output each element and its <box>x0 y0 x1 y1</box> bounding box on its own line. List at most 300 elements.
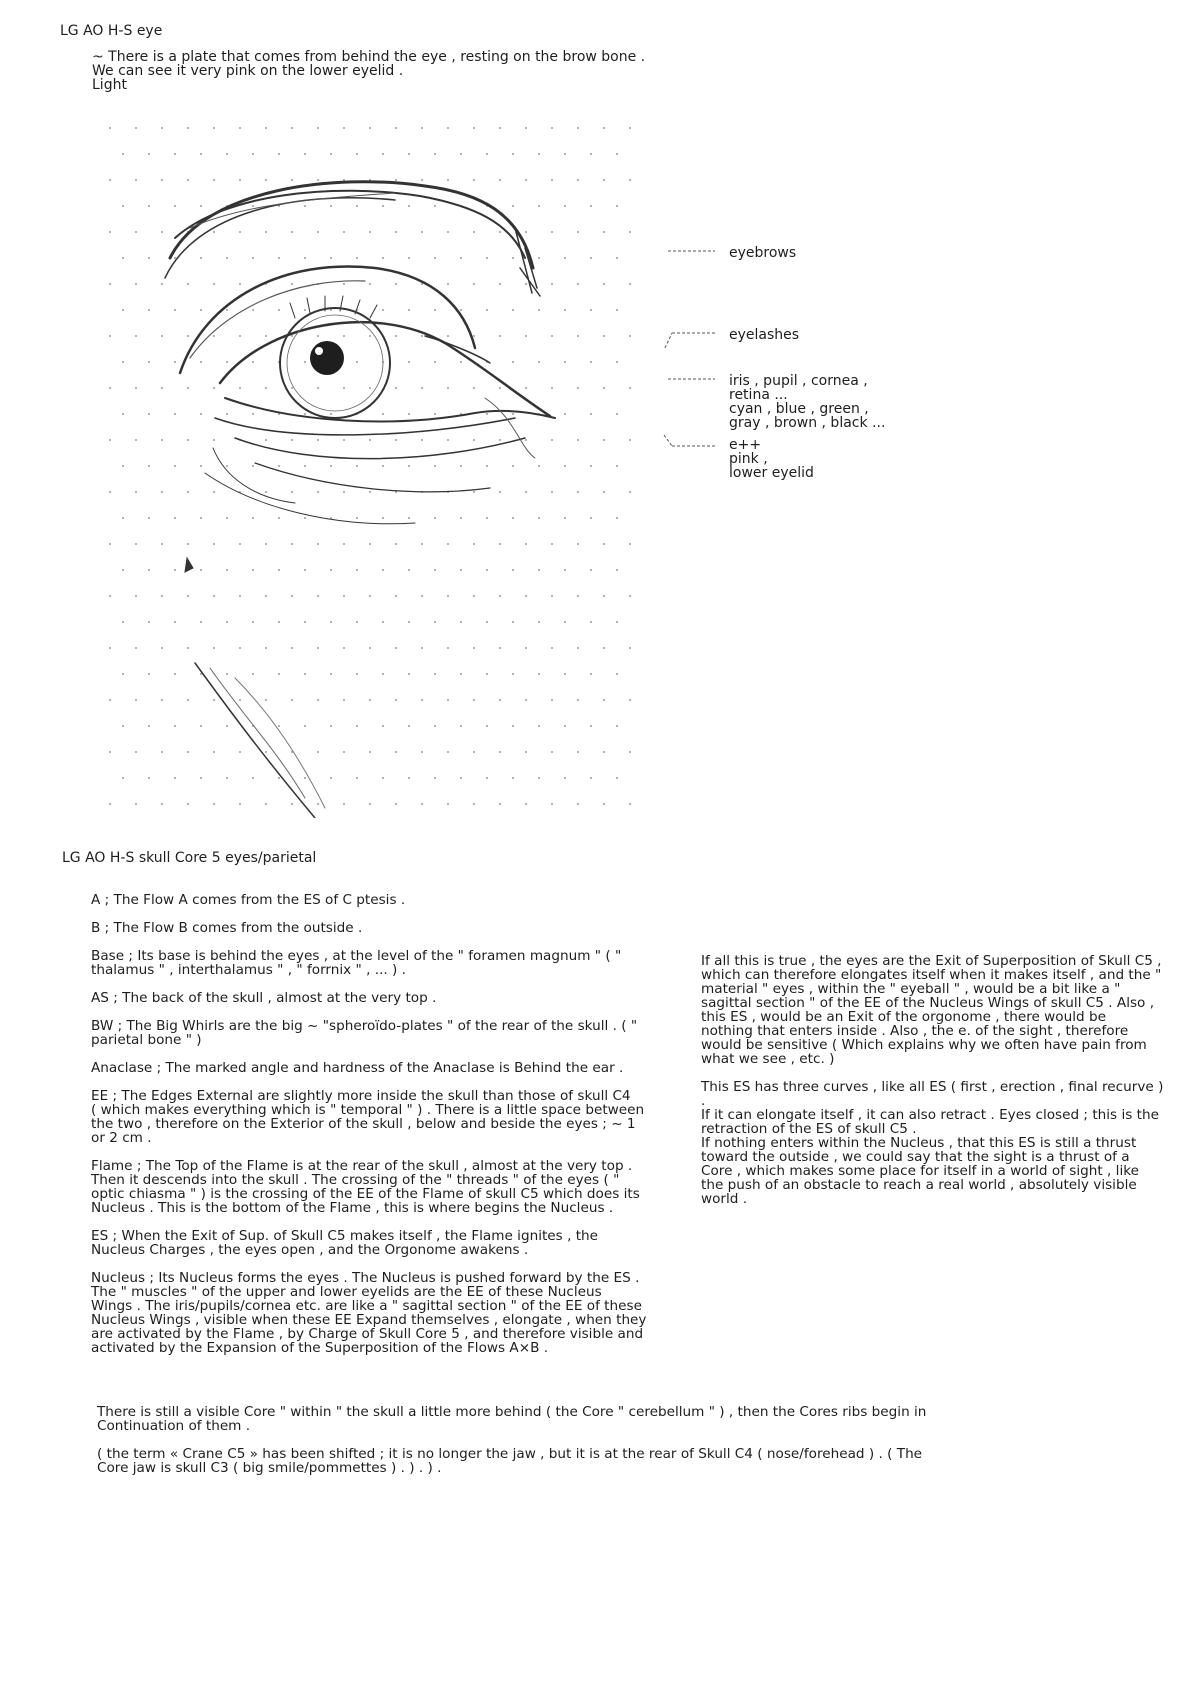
grid-dot <box>109 699 111 701</box>
grid-dot <box>200 309 202 311</box>
grid-dot <box>616 361 618 363</box>
grid-dot <box>395 231 397 233</box>
grid-dot <box>434 569 436 571</box>
grid-dot <box>395 439 397 441</box>
grid-dot <box>265 803 267 805</box>
grid-dot <box>135 543 137 545</box>
grid-dot <box>382 673 384 675</box>
grid-dot <box>551 647 553 649</box>
grid-dot <box>395 283 397 285</box>
grid-dot <box>291 491 293 493</box>
grid-dot <box>603 179 605 181</box>
grid-dot <box>109 179 111 181</box>
grid-dot <box>304 153 306 155</box>
grid-dot <box>460 569 462 571</box>
grid-dot <box>291 179 293 181</box>
grid-dot <box>122 621 124 623</box>
grid-dot <box>408 153 410 155</box>
grid-dot <box>135 179 137 181</box>
grid-dot <box>369 335 371 337</box>
grid-dot <box>408 517 410 519</box>
grid-dot <box>148 777 150 779</box>
grid-dot <box>122 361 124 363</box>
grid-dot <box>616 673 618 675</box>
grid-dot <box>148 465 150 467</box>
grid-dot <box>330 205 332 207</box>
grid-dot <box>239 179 241 181</box>
grid-dot <box>577 231 579 233</box>
grid-dot <box>603 647 605 649</box>
grid-dot <box>616 413 618 415</box>
grid-dot <box>369 127 371 129</box>
grid-dot <box>226 725 228 727</box>
grid-dot <box>447 283 449 285</box>
grid-dot <box>265 595 267 597</box>
grid-dot <box>213 439 215 441</box>
grid-dot <box>265 231 267 233</box>
grid-dot <box>161 647 163 649</box>
grid-dot <box>525 699 527 701</box>
grid-dot <box>460 621 462 623</box>
grid-dot <box>486 621 488 623</box>
grid-dot <box>278 777 280 779</box>
grid-dot <box>408 777 410 779</box>
grid-dot <box>460 153 462 155</box>
grid-dot <box>616 257 618 259</box>
grid-dot <box>239 647 241 649</box>
grid-dot <box>447 127 449 129</box>
paragraph-es: ES ; When the Exit of Sup. of Skull C5 makes itself , the Flame ignites , the Nucleus Charges , the eyes open , and the Orgonome awakens . <box>91 1228 599 1258</box>
grid-dot <box>577 387 579 389</box>
grid-dot <box>473 699 475 701</box>
grid-dot <box>317 543 319 545</box>
grid-dot <box>551 751 553 753</box>
grid-dot <box>590 777 592 779</box>
grid-dot <box>343 335 345 337</box>
grid-dot <box>460 309 462 311</box>
grid-dot <box>408 621 410 623</box>
grid-dot <box>343 283 345 285</box>
grid-dot <box>317 595 319 597</box>
grid-dot <box>278 725 280 727</box>
grid-dot <box>200 725 202 727</box>
grid-dot <box>421 543 423 545</box>
grid-dot <box>382 309 384 311</box>
grid-dot <box>434 621 436 623</box>
grid-dot <box>317 231 319 233</box>
grid-dot <box>226 309 228 311</box>
grid-dot <box>109 439 111 441</box>
grid-dot <box>499 283 501 285</box>
grid-dot <box>148 257 150 259</box>
grid-dot <box>460 361 462 363</box>
grid-dot <box>538 673 540 675</box>
grid-dot <box>395 543 397 545</box>
grid-dot <box>161 387 163 389</box>
grid-dot <box>343 543 345 545</box>
grid-dot <box>369 699 371 701</box>
paragraph-if-true: If all this is true , the eyes are the Exit of Superposition of Skull C5 , which can therefore elongates itself when it makes itself , and the " material " eyes , within the " eyeball " , would be a bit like a " sagittal section " of the EE of the Nucleus Wings of skull C5 . Also , this ES , would be an Exit of the orgonome , there would be nothing that enters inside . Also , the e. of the sight , therefore would be sensitive ( Which explains why we often have pain from what we see , etc. ) <box>701 953 1162 1067</box>
grid-dot <box>538 569 540 571</box>
grid-dot <box>564 205 566 207</box>
grid-dot <box>330 257 332 259</box>
grid-dot <box>421 699 423 701</box>
grid-dot <box>551 179 553 181</box>
grid-dot <box>538 777 540 779</box>
grid-dot <box>265 699 267 701</box>
grid-dot <box>369 387 371 389</box>
grid-dot <box>122 569 124 571</box>
grid-dot <box>304 777 306 779</box>
footer-notes <box>97 1405 1097 1489</box>
grid-dot <box>421 179 423 181</box>
grid-dot <box>200 205 202 207</box>
grid-dot <box>616 517 618 519</box>
grid-dot <box>226 621 228 623</box>
grid-dot <box>434 257 436 259</box>
grid-dot <box>148 725 150 727</box>
grid-dot <box>161 699 163 701</box>
grid-dot <box>434 361 436 363</box>
grid-dot <box>577 803 579 805</box>
grid-dot <box>356 205 358 207</box>
grid-dot <box>551 335 553 337</box>
grid-dot <box>603 231 605 233</box>
grid-dot <box>421 231 423 233</box>
grid-dot <box>395 803 397 805</box>
label-leader-lines <box>660 245 740 455</box>
grid-dot <box>486 673 488 675</box>
grid-dot <box>564 413 566 415</box>
grid-dot <box>239 543 241 545</box>
grid-dot <box>395 751 397 753</box>
grid-dot <box>174 257 176 259</box>
grid-dot <box>356 257 358 259</box>
grid-dot <box>122 413 124 415</box>
grid-dot <box>265 439 267 441</box>
grid-dot <box>213 751 215 753</box>
grid-dot <box>551 231 553 233</box>
grid-dot <box>590 309 592 311</box>
grid-dot <box>395 387 397 389</box>
grid-dot <box>525 647 527 649</box>
grid-dot <box>603 283 605 285</box>
grid-dot <box>629 491 631 493</box>
grid-dot <box>512 725 514 727</box>
paragraph-three-curves: This ES has three curves , like all ES ( first , erection , final recurve ) . If it can elongate itself , it can also retract . Eyes closed ; this is the retraction of the ES of skull C5 . If nothing enters within the Nucleus , that this ES is still a thrust toward the outside , we could say that the sight is a thrust of a Core , which makes some place for itself in a world of sight , like the push of an obstacle to reach a real world , absolutely visible world . <box>701 1079 1164 1207</box>
grid-dot <box>499 127 501 129</box>
grid-dot <box>447 699 449 701</box>
grid-dot <box>252 413 254 415</box>
grid-dot <box>226 153 228 155</box>
grid-dot <box>213 127 215 129</box>
grid-dot <box>616 465 618 467</box>
grid-dot <box>291 595 293 597</box>
grid-dot <box>265 751 267 753</box>
grid-dot <box>343 387 345 389</box>
grid-dot <box>343 127 345 129</box>
grid-dot <box>226 673 228 675</box>
grid-dot <box>460 257 462 259</box>
grid-dot <box>512 517 514 519</box>
grid-dot <box>499 335 501 337</box>
grid-dot <box>213 647 215 649</box>
grid-dot <box>252 257 254 259</box>
grid-dot <box>109 647 111 649</box>
grid-dot <box>499 231 501 233</box>
grid-dot <box>174 517 176 519</box>
grid-dot <box>564 621 566 623</box>
grid-dot <box>135 699 137 701</box>
grid-dot <box>564 777 566 779</box>
grid-dot <box>291 803 293 805</box>
grid-dot <box>447 803 449 805</box>
grid-dot <box>603 439 605 441</box>
grid-dot <box>161 595 163 597</box>
grid-dot <box>278 309 280 311</box>
grid-dot <box>291 699 293 701</box>
grid-dot <box>148 673 150 675</box>
grid-dot <box>148 309 150 311</box>
grid-dot <box>356 153 358 155</box>
grid-dot <box>395 127 397 129</box>
grid-dot <box>434 465 436 467</box>
grid-dot <box>291 231 293 233</box>
grid-dot <box>408 205 410 207</box>
grid-dot <box>135 751 137 753</box>
grid-dot <box>421 595 423 597</box>
grid-dot <box>226 777 228 779</box>
grid-dot <box>317 127 319 129</box>
grid-dot <box>473 543 475 545</box>
grid-dot <box>538 725 540 727</box>
grid-dot <box>538 153 540 155</box>
grid-dot <box>564 153 566 155</box>
grid-dot <box>239 751 241 753</box>
grid-dot <box>148 569 150 571</box>
grid-dot <box>265 179 267 181</box>
grid-dot <box>616 205 618 207</box>
grid-dot <box>590 569 592 571</box>
grid-dot <box>317 387 319 389</box>
grid-dot <box>603 491 605 493</box>
grid-dot <box>213 231 215 233</box>
grid-dot <box>252 205 254 207</box>
grid-dot <box>161 179 163 181</box>
grid-dot <box>343 647 345 649</box>
grid-dot <box>317 751 319 753</box>
grid-dot <box>304 257 306 259</box>
grid-dot <box>616 309 618 311</box>
grid-dot <box>187 751 189 753</box>
grid-dot <box>512 361 514 363</box>
grid-dot <box>486 413 488 415</box>
grid-dot <box>499 543 501 545</box>
eye-sketch <box>95 118 655 818</box>
grid-dot <box>421 803 423 805</box>
grid-dot <box>382 153 384 155</box>
grid-dot <box>408 725 410 727</box>
grid-dot <box>304 569 306 571</box>
grid-dot <box>434 725 436 727</box>
grid-dot <box>343 231 345 233</box>
grid-dot <box>161 335 163 337</box>
grid-dot <box>226 361 228 363</box>
grid-dot <box>486 465 488 467</box>
grid-dot <box>135 335 137 337</box>
grid-dot <box>525 127 527 129</box>
grid-dot <box>356 361 358 363</box>
grid-dot <box>603 595 605 597</box>
grid-dot <box>330 465 332 467</box>
grid-dot <box>577 543 579 545</box>
grid-dot <box>174 725 176 727</box>
section-title: LG AO H-S skull Core 5 eyes/parietal <box>62 850 317 866</box>
grid-dot <box>564 465 566 467</box>
grid-dot <box>109 751 111 753</box>
grid-dot <box>447 179 449 181</box>
grid-dot <box>538 621 540 623</box>
grid-dot <box>408 257 410 259</box>
grid-dot <box>343 439 345 441</box>
grid-dot <box>109 387 111 389</box>
grid-dot <box>226 465 228 467</box>
grid-dot <box>265 491 267 493</box>
grid-dot <box>226 257 228 259</box>
grid-dot <box>512 309 514 311</box>
grid-dot <box>330 309 332 311</box>
grid-dot <box>226 569 228 571</box>
grid-dot <box>174 361 176 363</box>
grid-dot <box>265 647 267 649</box>
grid-dot <box>356 725 358 727</box>
grid-dot <box>551 439 553 441</box>
grid-dot <box>213 803 215 805</box>
grid-dot <box>382 517 384 519</box>
grid-dot <box>629 595 631 597</box>
grid-dot <box>434 309 436 311</box>
grid-dot <box>577 439 579 441</box>
grid-dot <box>330 413 332 415</box>
grid-dot <box>213 543 215 545</box>
grid-dot <box>343 751 345 753</box>
paragraph-bw: BW ; The Big Whirls are the big ~ "spheroïdo-plates " of the rear of the skull . ( " parietal bone " ) <box>91 1018 638 1048</box>
grid-dot <box>616 621 618 623</box>
grid-dot <box>174 569 176 571</box>
grid-dot <box>304 673 306 675</box>
grid-dot <box>486 517 488 519</box>
grid-dot <box>200 517 202 519</box>
grid-dot <box>486 153 488 155</box>
grid-dot <box>629 647 631 649</box>
grid-dot <box>109 491 111 493</box>
paragraph-nucleus: Nucleus ; Its Nucleus forms the eyes . The Nucleus is pushed forward by the ES . The " muscles " of the upper and lower eyelids are the EE of these Nucleus Wings . The iris/pupils/cornea etc. are like a " sagittal section " of the EE of these Nucleus Wings , visible when these EE Expand themselves , elongate , when they are activated by the Flame , by Charge of Skull Core 5 , and therefore visible and activated by the Expansion of the Superposition of the Flows A×B . <box>91 1270 647 1356</box>
grid-dot <box>187 439 189 441</box>
grid-dot <box>629 699 631 701</box>
grid-dot <box>187 127 189 129</box>
grid-dot <box>382 569 384 571</box>
grid-dot <box>369 439 371 441</box>
grid-dot <box>551 543 553 545</box>
grid-dot <box>629 283 631 285</box>
grid-dot <box>499 387 501 389</box>
grid-dot <box>408 361 410 363</box>
grid-dot <box>356 517 358 519</box>
grid-dot <box>317 439 319 441</box>
grid-dot <box>187 803 189 805</box>
grid-dot <box>603 543 605 545</box>
grid-dot <box>408 673 410 675</box>
grid-dot <box>395 647 397 649</box>
paragraph-as: AS ; The back of the skull , almost at the very top . <box>91 990 437 1006</box>
grid-dot <box>538 205 540 207</box>
paragraph-anaclase: Anaclase ; The marked angle and hardness of the Anaclase is Behind the ear . <box>91 1060 624 1076</box>
grid-dot <box>122 465 124 467</box>
grid-dot <box>577 127 579 129</box>
grid-dot <box>226 413 228 415</box>
grid-dot <box>330 725 332 727</box>
grid-dot <box>161 803 163 805</box>
grid-dot <box>395 699 397 701</box>
grid-dot <box>616 777 618 779</box>
grid-dot <box>499 647 501 649</box>
grid-dot <box>161 751 163 753</box>
grid-dot <box>486 309 488 311</box>
grid-dot <box>200 777 202 779</box>
grid-dot <box>369 491 371 493</box>
grid-dot <box>122 257 124 259</box>
grid-dot <box>616 725 618 727</box>
grid-dot <box>603 127 605 129</box>
grid-dot <box>499 179 501 181</box>
grid-dot <box>564 673 566 675</box>
grid-dot <box>382 257 384 259</box>
grid-dot <box>291 439 293 441</box>
grid-dot <box>434 517 436 519</box>
grid-dot <box>161 231 163 233</box>
grid-dot <box>577 335 579 337</box>
grid-dot <box>590 465 592 467</box>
grid-dot <box>161 439 163 441</box>
footer-paragraph-cerebellum: There is still a visible Core " within " the skull a little more behind ( the Core " cerebellum " ) , then the Cores ribs begin in Continuation of them . <box>97 1404 927 1434</box>
grid-dot <box>239 231 241 233</box>
grid-dot <box>473 231 475 233</box>
grid-dot <box>252 621 254 623</box>
grid-dot <box>473 335 475 337</box>
grid-dot <box>460 517 462 519</box>
grid-dot <box>473 803 475 805</box>
grid-dot <box>252 777 254 779</box>
grid-dot <box>304 205 306 207</box>
grid-dot <box>330 517 332 519</box>
grid-dot <box>577 647 579 649</box>
grid-dot <box>538 309 540 311</box>
paragraph-b: B ; The Flow B comes from the outside . <box>91 920 363 936</box>
grid-dot <box>603 751 605 753</box>
grid-dot <box>473 751 475 753</box>
grid-dot <box>200 413 202 415</box>
left-column <box>91 893 651 1369</box>
paragraph-base: Base ; Its base is behind the eyes , at the level of the " foramen magnum " ( " thalamus " , interthalamus " , " forrnix " , ... ) . <box>91 948 622 978</box>
grid-dot <box>603 335 605 337</box>
grid-dot <box>330 673 332 675</box>
grid-dot <box>512 413 514 415</box>
grid-dot <box>434 673 436 675</box>
grid-dot <box>590 725 592 727</box>
grid-dot <box>538 517 540 519</box>
grid-dot <box>499 491 501 493</box>
grid-dot <box>356 777 358 779</box>
